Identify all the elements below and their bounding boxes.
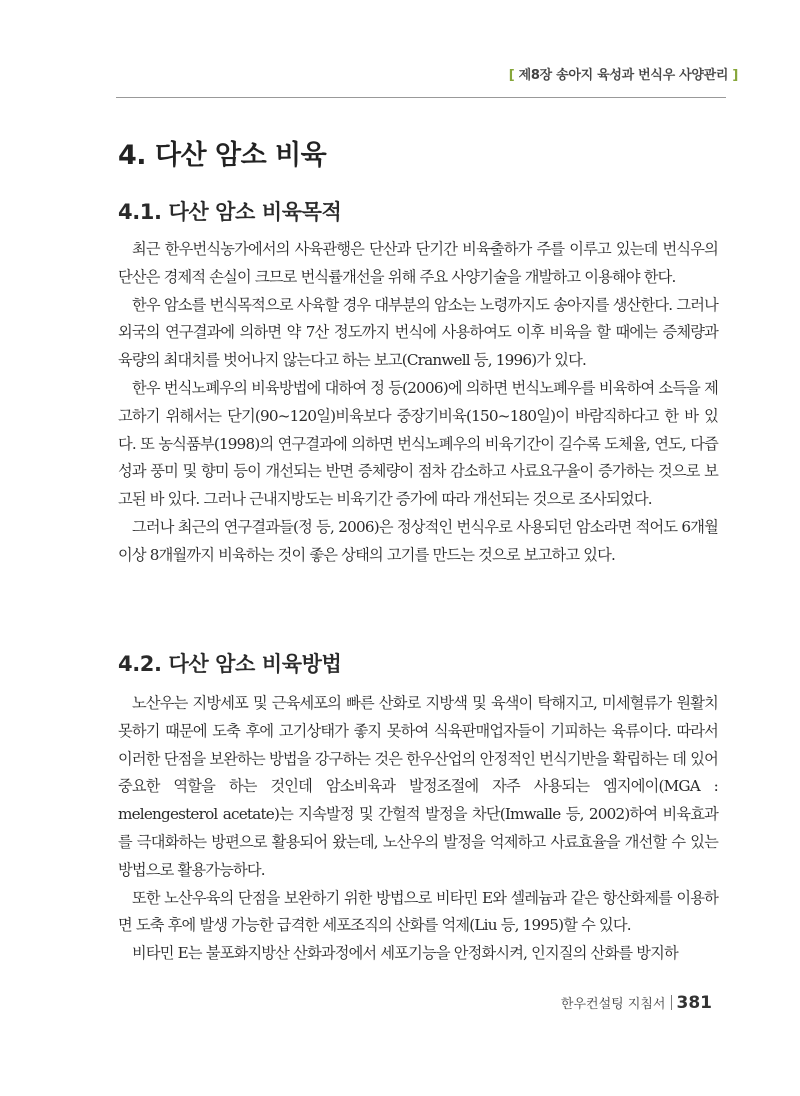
paragraph: 또한 노산우육의 단점을 보완하기 위한 방법으로 비타민 E와 셀레늄과 같은 항산화제를 이용하면 도축 후에 발생 가능한 급격한 세포조직의 산화를 억제(Liu 등, 1995)할 수 있다. [118,888,718,935]
footer-divider [671,995,672,1010]
chapter-title: 제8장 송아지 육성과 번식우 사양관리 [518,68,729,83]
running-header [509,64,738,83]
paragraph: 비타민 E는 불포화지방산 산화과정에서 세포기능을 안정화시켜, 인지질의 산화를 방지하 [132,944,678,963]
header-open-bracket: [ [508,68,515,83]
paragraph: 그러나 최근의 연구결과들(정 등, 2006)은 정상적인 번식우로 사용되던 암소라면 적어도 6개월 이상 8개월까지 비육하는 것이 좋은 상태의 고기를 만드는 것으로 보고하고 있다. [118,517,718,564]
header-rule [116,97,726,98]
page-number: 381 [676,993,712,1013]
paragraph: 한우 번식노폐우의 비육방법에 대하여 정 등(2006)에 의하면 번식노폐우를 비육하여 소득을 제고하기 위해서는 단기(90~120일)비육보다 중장기비육(150~180일)이 바람직하다고 한 바 있다. 또 농식품부(1998)의 연구결과에 의하면 번식노폐우의 비육기간이 길수록 도체율, 연도, 다즙성과 풍미 및 향미 등이 개선되는 반면 증체량이 점차 감소하고 사료요구율이 증가하는 것으로 보고된 바 있다. 그러나 근내지방도는 비육기간 증가에 따라 개선되는 것으로 조사되었다. [118,378,718,509]
book-title: 한우컨설팅 지침서 [560,997,666,1012]
header-close-bracket: ] [732,68,738,83]
page-footer [561,993,712,1013]
subsection-title-4-1: 4.1. 다산 암소 비육목적 [118,200,342,224]
paragraph: 한우 암소를 번식목적으로 사육할 경우 대부분의 암소는 노령까지도 송아지를 생산한다. 그러나 외국의 연구결과에 의하면 약 7산 정도까지 번식에 사용하여도 이후 비육을 할 때에는 증체량과 육량의 최대치를 벗어나지 않는다고 하는 보고(Cranwell 등, 1996)가 있다. [118,295,718,370]
paragraph: 최근 한우번식농가에서의 사육관행은 단산과 단기간 비육출하가 주를 이루고 있는데 번식우의 단산은 경제적 손실이 크므로 번식률개선을 위해 주요 사양기술을 개발하고 이용해야 한다. [118,240,718,286]
subsection-body-4-2 [118,690,718,968]
subsection-title-4-2: 4.2. 다산 암소 비육방법 [118,652,342,676]
subsection-body-4-1 [118,236,718,570]
section-title: 4. 다산 암소 비육 [118,140,327,171]
paragraph: 노산우는 지방세포 및 근육세포의 빠른 산화로 지방색 및 육색이 탁해지고, 미세혈류가 원활치 못하기 때문에 도축 후에 고기상태가 좋지 못하여 식육판매업자들이 기피하는 육류이다. 따라서 이러한 단점을 보완하는 방법을 강구하는 것은 한우산업의 안정적인 번식기반을 확립하는 데 있어 중요한 역할을 하는 것인데 암소비육과 발정조절에 자주 사용되는 엠지에이(MGA : melengesterol acetate)는 지속발정 및 간헐적 발정을 차단(Imwalle 등, 2002)하여 비육효과를 극대화하는 방편으로 활용되어 왔는데, 노산우의 발정을 억제하고 사료효율을 개선할 수 있는 방법으로 활용가능하다. [118,694,718,879]
